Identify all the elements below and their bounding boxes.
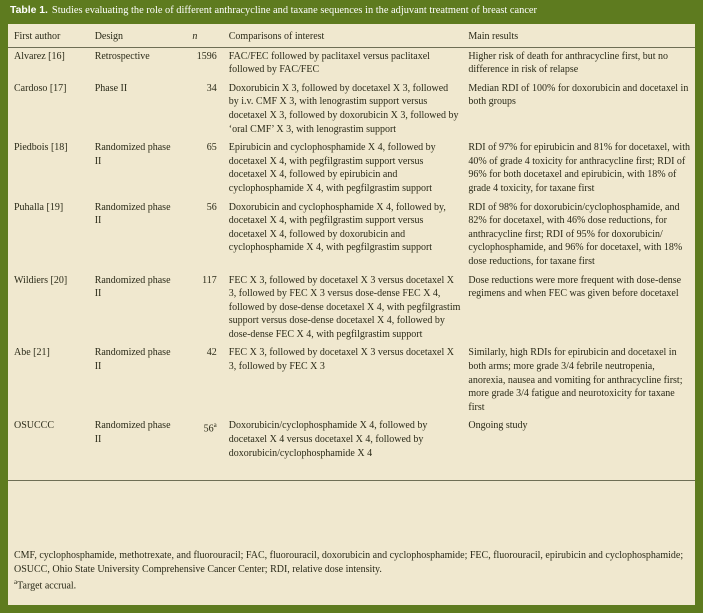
cell-main-results: Dose reductions were more frequent with dose-dense regimens and when FEC was given before docetaxel <box>468 274 682 300</box>
table-caption <box>10 5 693 16</box>
table-panel <box>8 24 695 605</box>
cell-n <box>176 199 220 272</box>
cell-comparisons: Doxorubicin X 3, followed by docetaxel X 3, followed by i.v. CMF X 3, with lenograstim support versus docetaxel X 3, followed by doxorubicin X 3, followed by ‘oral CMF’ X 3, with lenograstim support <box>228 82 459 135</box>
cell-design: Randomized phase II <box>94 142 171 167</box>
n-value: 56 <box>203 423 214 435</box>
cell-main-results: RDI of 97% for epirubicin and 81% for docetaxel, with 40% of grade 4 toxicity for anthracycline first; RDI of 96% for both docetaxel and epirubicin, with 18% of grade 4 toxicity, for taxane first <box>468 142 690 194</box>
cell-comparisons: FAC/FEC followed by paclitaxel versus paclitaxel followed by FAC/FEC <box>228 50 430 76</box>
cell-first-author: Cardoso [17] <box>14 82 67 94</box>
cell-first-author: Piedbois [18] <box>14 142 68 154</box>
caption-text: Studies evaluating the role of different anthracycline and taxane sequences in the adjuvant treatment of breast cancer <box>51 5 537 16</box>
cell-design: Randomized phase II <box>94 347 171 373</box>
n-value: 1596 <box>196 50 217 62</box>
header-comparisons: Comparisons of interest <box>221 27 465 47</box>
n-footnote-mark: a <box>213 421 217 430</box>
cell-main-results: Higher risk of death for anthracycline first, but no difference in risk of relapse <box>468 50 669 76</box>
cell-comparisons: Doxorubicin/cyclophosphamide X 4, followed by docetaxel X 4 versus docetaxel X 4, followed by doxorubicin/cyclophosphamide X 4 <box>221 417 465 480</box>
cell-n <box>176 139 220 198</box>
header-row <box>8 27 695 47</box>
table-row <box>8 344 695 417</box>
cell-first-author: Abe [21] <box>14 347 50 359</box>
cell-n <box>176 417 220 480</box>
table-row <box>8 199 695 272</box>
caption-label: Table 1. <box>10 5 48 16</box>
cell-first-author: OSUCCC <box>8 417 91 480</box>
header-first-author: First author <box>8 27 91 47</box>
n-value: 42 <box>206 347 217 359</box>
cell-design: Retrospective <box>94 50 150 62</box>
header-main-results: Main results <box>464 27 695 47</box>
cell-n <box>176 272 220 345</box>
cell-design: Randomized phase II <box>94 274 171 300</box>
cell-main-results: Median RDI of 100% for doxorubicin and docetaxel in both groups <box>468 82 689 108</box>
cell-comparisons: Doxorubicin and cyclophosphamide X 4, followed by, docetaxel X 4, with pegfilgrastim support versus docetaxel X 4, followed by doxorubicin and cyclophosphamide X 4, with pegfilgrastim support <box>228 201 446 254</box>
table-row <box>8 417 695 480</box>
studies-table <box>8 27 695 481</box>
footnote-target-accrual <box>14 576 690 593</box>
table-row <box>8 80 695 139</box>
cell-main-results: Ongoing study <box>464 417 695 480</box>
cell-design: Randomized phase II <box>94 201 171 227</box>
cell-n <box>176 344 220 417</box>
table-row <box>8 139 695 198</box>
footnote-note: Target accrual. <box>17 580 77 592</box>
footnote-mark: a <box>14 578 18 587</box>
cell-comparisons: FEC X 3, followed by docetaxel X 3 versus docetaxel X 3, followed by FEC X 3 <box>228 347 454 373</box>
n-value: 34 <box>206 82 217 94</box>
table-body <box>8 47 695 481</box>
n-value: 65 <box>206 142 217 154</box>
cell-first-author: Puhalla [19] <box>14 201 64 213</box>
n-value: 117 <box>202 274 217 286</box>
table-footnote <box>14 549 690 593</box>
cell-comparisons: Epirubicin and cyclophosphamide X 4, followed by docetaxel X 4, with pegfilgrastim support versus docetaxel X 4, followed by epirubicin and cyclophosphamide X 4, with pegfilgrastim support <box>228 142 436 194</box>
cell-main-results: RDI of 98% for doxorubicin/cyclophosphamide, and 82% for docetaxel, with 46% dose reductions, for anthracycline first; RDI of 95% for doxorubicin/ cyclophosphamide, and 96% for docetaxel, with 18% dose reductions, for taxane first <box>468 201 683 267</box>
header-n: n <box>176 27 220 47</box>
cell-first-author: Alvarez [16] <box>14 50 65 62</box>
cell-comparisons: FEC X 3, followed by docetaxel X 3 versus docetaxel X 3, followed by FEC X 3 versus dose-dense FEC X 4, followed by dose-dense docetaxel X 4, with pegfilgrastim support versus dose-dense docetaxel X 4, followed by dose-dense FEC X 4, with pegfilgrastim support <box>228 274 461 340</box>
table-row <box>8 47 695 80</box>
footnote-abbreviations: CMF, cyclophosphamide, methotrexate, and fluorouracil; FAC, fluorouracil, doxorubicin and cyclophosphamide; FEC, fluorouracil, epirubicin and cyclophosphamide; OSUCC, Ohio State University Comprehensive Cancer Center; RDI, relative dose intensity. <box>14 550 684 575</box>
cell-design: Randomized phase II <box>91 417 177 480</box>
header-design: Design <box>91 27 177 47</box>
cell-n <box>176 80 220 139</box>
table-row <box>8 272 695 345</box>
cell-n <box>176 47 220 80</box>
n-value: 56 <box>206 201 217 213</box>
cell-first-author: Wildiers [20] <box>14 274 68 286</box>
cell-main-results: Similarly, high RDIs for epirubicin and docetaxel in both arms; more grade 3/4 febrile neutropenia, anorexia, nausea and vomiting for anthracycline first; more grade 3/4 fatigue and neurotoxicity for taxane first <box>468 347 683 413</box>
cell-design: Phase II <box>94 82 128 94</box>
